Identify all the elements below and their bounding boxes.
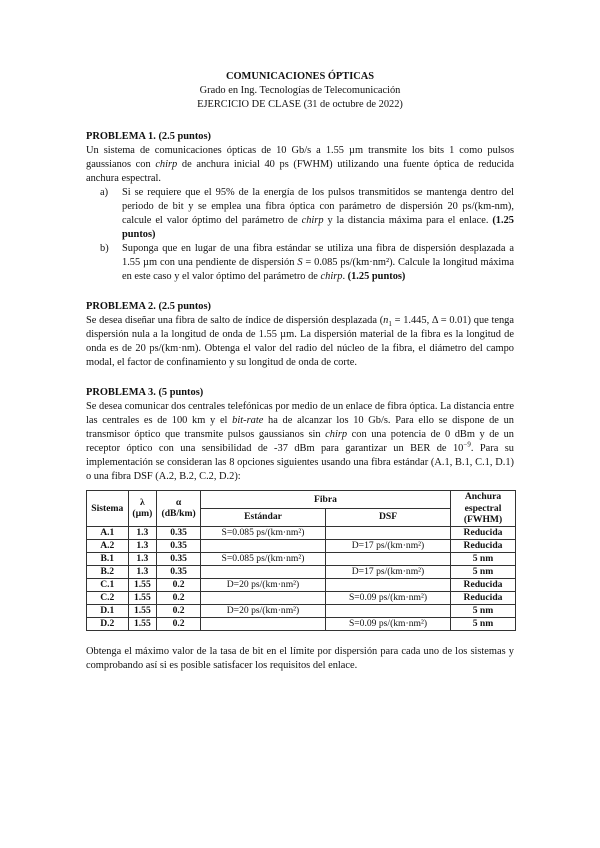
cell-alpha: 0.2 [157,604,201,617]
header-estandar: Estándar [201,508,326,526]
table-body [87,526,516,630]
cell-alpha: 0.35 [157,552,201,565]
item-text [122,242,514,284]
item-label: b) [100,243,109,254]
course-title: COMUNICACIONES ÓPTICAS [225,71,375,82]
item-text [122,186,514,242]
problem-3-title: PROBLEMA 3. (5 puntos) [86,387,204,398]
p2-text: = 1.445, Δ = 0.01) que tenga dispersión nula a la longitud de onda de 1.55 µm. La dispersión material de la fibra es la longitud de onda es de 20 ps/(km·nm). Obtenga el valor del radio del núcleo de la fibra, el diámetro del campo modal, el factor de confinamiento y su longitud de onda de corte. [86,315,514,368]
cell-dsf [326,578,451,591]
p2-text: Se desea diseñar una fibra de salto de índice de dispersión desplazada ( [86,315,384,326]
problem-1-title: PROBLEMA 1. (2.5 puntos) [86,131,211,142]
cell-estandar: S=0.085 ps/(km·nm²) [201,526,326,539]
p3-text: Se desea comunicar dos centrales telefónicas por medio de un enlace de fibra óptica. La distancia entre las centrales es de 100 km y el [86,401,514,426]
cell-anchura: Reducida [451,578,516,591]
alpha-unit: (dB/km) [161,508,196,520]
problem-1-item-a [100,186,514,242]
cell-dsf: D=17 ps/(km·nm²) [326,539,451,552]
cell-estandar [201,565,326,578]
item-a-chirp: chirp [301,215,324,226]
cell-sistema: A.1 [87,526,129,539]
lambda-symbol: λ [139,496,145,508]
p1-text: Un sistema de comunicaciones ópticas de 10 Gb/s a 1.55 µm transmite los bits 1 como pulsos gaussianos con [86,145,514,170]
p3-bitrate: bit-rate [232,415,264,426]
cell-dsf [326,552,451,565]
cell-estandar: D=20 ps/(km·nm²) [201,604,326,617]
cell-estandar [201,591,326,604]
p3-text: con una potencia de 0 dBm y de un receptor óptico con una sensibilidad de -37 dBm para garantizar un BER de 10 [86,429,514,454]
header-anchura: Anchura espectral (FWHM) [451,491,516,527]
cell-dsf: S=0.09 ps/(km·nm²) [326,591,451,604]
item-b-chirp: chirp [320,271,343,282]
item-b-points: (1.25 puntos) [347,271,406,282]
header-lambda [128,491,157,527]
cell-estandar [201,539,326,552]
cell-alpha: 0.2 [157,617,201,630]
cell-alpha: 0.2 [157,578,201,591]
cell-lambda: 1.55 [128,604,157,617]
header-sistema: Sistema [87,491,129,527]
degree-name: Grado en Ing. Tecnologías de Telecomunicación [199,85,401,96]
item-b-text: = 0.085 ps/(km·nm²). Calcule la longitud máxima en este caso y el valor óptimo del parámetro de [122,257,514,282]
item-label: a) [100,187,109,198]
document-header [86,70,514,112]
cell-lambda: 1.3 [128,539,157,552]
header-alpha [157,491,201,527]
cell-estandar [201,617,326,630]
cell-lambda: 1.55 [128,591,157,604]
cell-sistema: D.1 [87,604,129,617]
table-row [87,604,516,617]
item-b-symbol: S [297,257,303,268]
cell-lambda: 1.3 [128,552,157,565]
cell-sistema: B.1 [87,552,129,565]
cell-alpha: 0.35 [157,565,201,578]
item-b-text: Suponga que en lugar de una fibra estándar se utiliza una fibra de dispersión desplazada a 1.55 µm con una pendiente de dispersión [122,243,514,268]
cell-sistema: A.2 [87,539,129,552]
problem-1-items [86,186,514,284]
cell-anchura: Reducida [451,591,516,604]
table-row [87,552,516,565]
cell-anchura: 5 nm [451,604,516,617]
problem-1-item-b [100,242,514,284]
cell-alpha: 0.35 [157,539,201,552]
p3-ber-exponent: −9 [463,440,471,449]
cell-lambda: 1.55 [128,617,157,630]
cell-anchura: Reducida [451,526,516,539]
problem-2-statement [86,314,514,370]
item-a-points: (1.25 puntos) [122,215,514,240]
p3-text: ha de alcanzar los 10 Gb/s. Para ello se dispone de un transmisor óptico que transmite pulsos gaussianos sin [86,415,515,440]
options-table [86,490,516,631]
p1-chirp: chirp [155,159,178,170]
item-a-text: y la distancia máxima para el enlace. [323,215,493,226]
cell-dsf: S=0.09 ps/(km·nm²) [326,617,451,630]
p3-text: . Para su implementación se consideran las 8 opciones siguientes usando una fibra estándar (A.1, B.1, C.1, D.1) o una fibra DSF (A.2, B.2, C.2, D.2): [86,443,514,482]
cell-dsf [326,604,451,617]
exercise-date: EJERCICIO DE CLASE (31 de octubre de 2022) [197,99,403,110]
cell-estandar: D=20 ps/(km·nm²) [201,578,326,591]
cell-alpha: 0.35 [157,526,201,539]
problem-1-statement [86,144,514,186]
lambda-unit: (µm) [132,508,153,520]
cell-sistema: C.2 [87,591,129,604]
cell-anchura: Reducida [451,539,516,552]
item-a-text: Si se requiere que el 95% de la energía de los pulsos transmitidos se mantenga dentro del periodo de bit y se emplea una fibra óptica con parámetro de dispersión 20 ps/(km-nm), calcule el valor óptimo del parámetro de [122,187,514,226]
cell-alpha: 0.2 [157,591,201,604]
cell-sistema: C.1 [87,578,129,591]
problem-3-statement [86,400,514,484]
cell-sistema: B.2 [87,565,129,578]
cell-dsf: D=17 ps/(km·nm²) [326,565,451,578]
p1-text: de anchura inicial 40 ps (FWHM) utilizando una fuente óptica de reducida anchura espectral. [86,159,514,184]
cell-anchura: 5 nm [451,565,516,578]
item-b-text: . [342,271,348,282]
table-row [87,526,516,539]
cell-estandar: S=0.085 ps/(km·nm²) [201,552,326,565]
cell-lambda: 1.3 [128,565,157,578]
table-row [87,578,516,591]
header-fibra: Fibra [201,491,451,509]
table-row [87,617,516,630]
alpha-symbol: α [175,496,182,508]
cell-dsf [326,526,451,539]
table-row [87,565,516,578]
p3-chirp: chirp [325,429,348,440]
cell-sistema: D.2 [87,617,129,630]
cell-anchura: 5 nm [451,552,516,565]
header-dsf: DSF [326,508,451,526]
closing-statement: Obtenga el máximo valor de la tasa de bit en el límite por dispersión para cada uno de los sistemas y comprobando así si es posible satisfacer los requisitos del enlace. [86,645,514,671]
cell-anchura: 5 nm [451,617,516,630]
table-row [87,591,516,604]
p2-n1: n [383,315,389,326]
problem-2-title: PROBLEMA 2. (2.5 puntos) [86,301,211,312]
table-row [87,539,516,552]
cell-lambda: 1.55 [128,578,157,591]
cell-lambda: 1.3 [128,526,157,539]
p2-n1-sub: 1 [388,320,392,329]
